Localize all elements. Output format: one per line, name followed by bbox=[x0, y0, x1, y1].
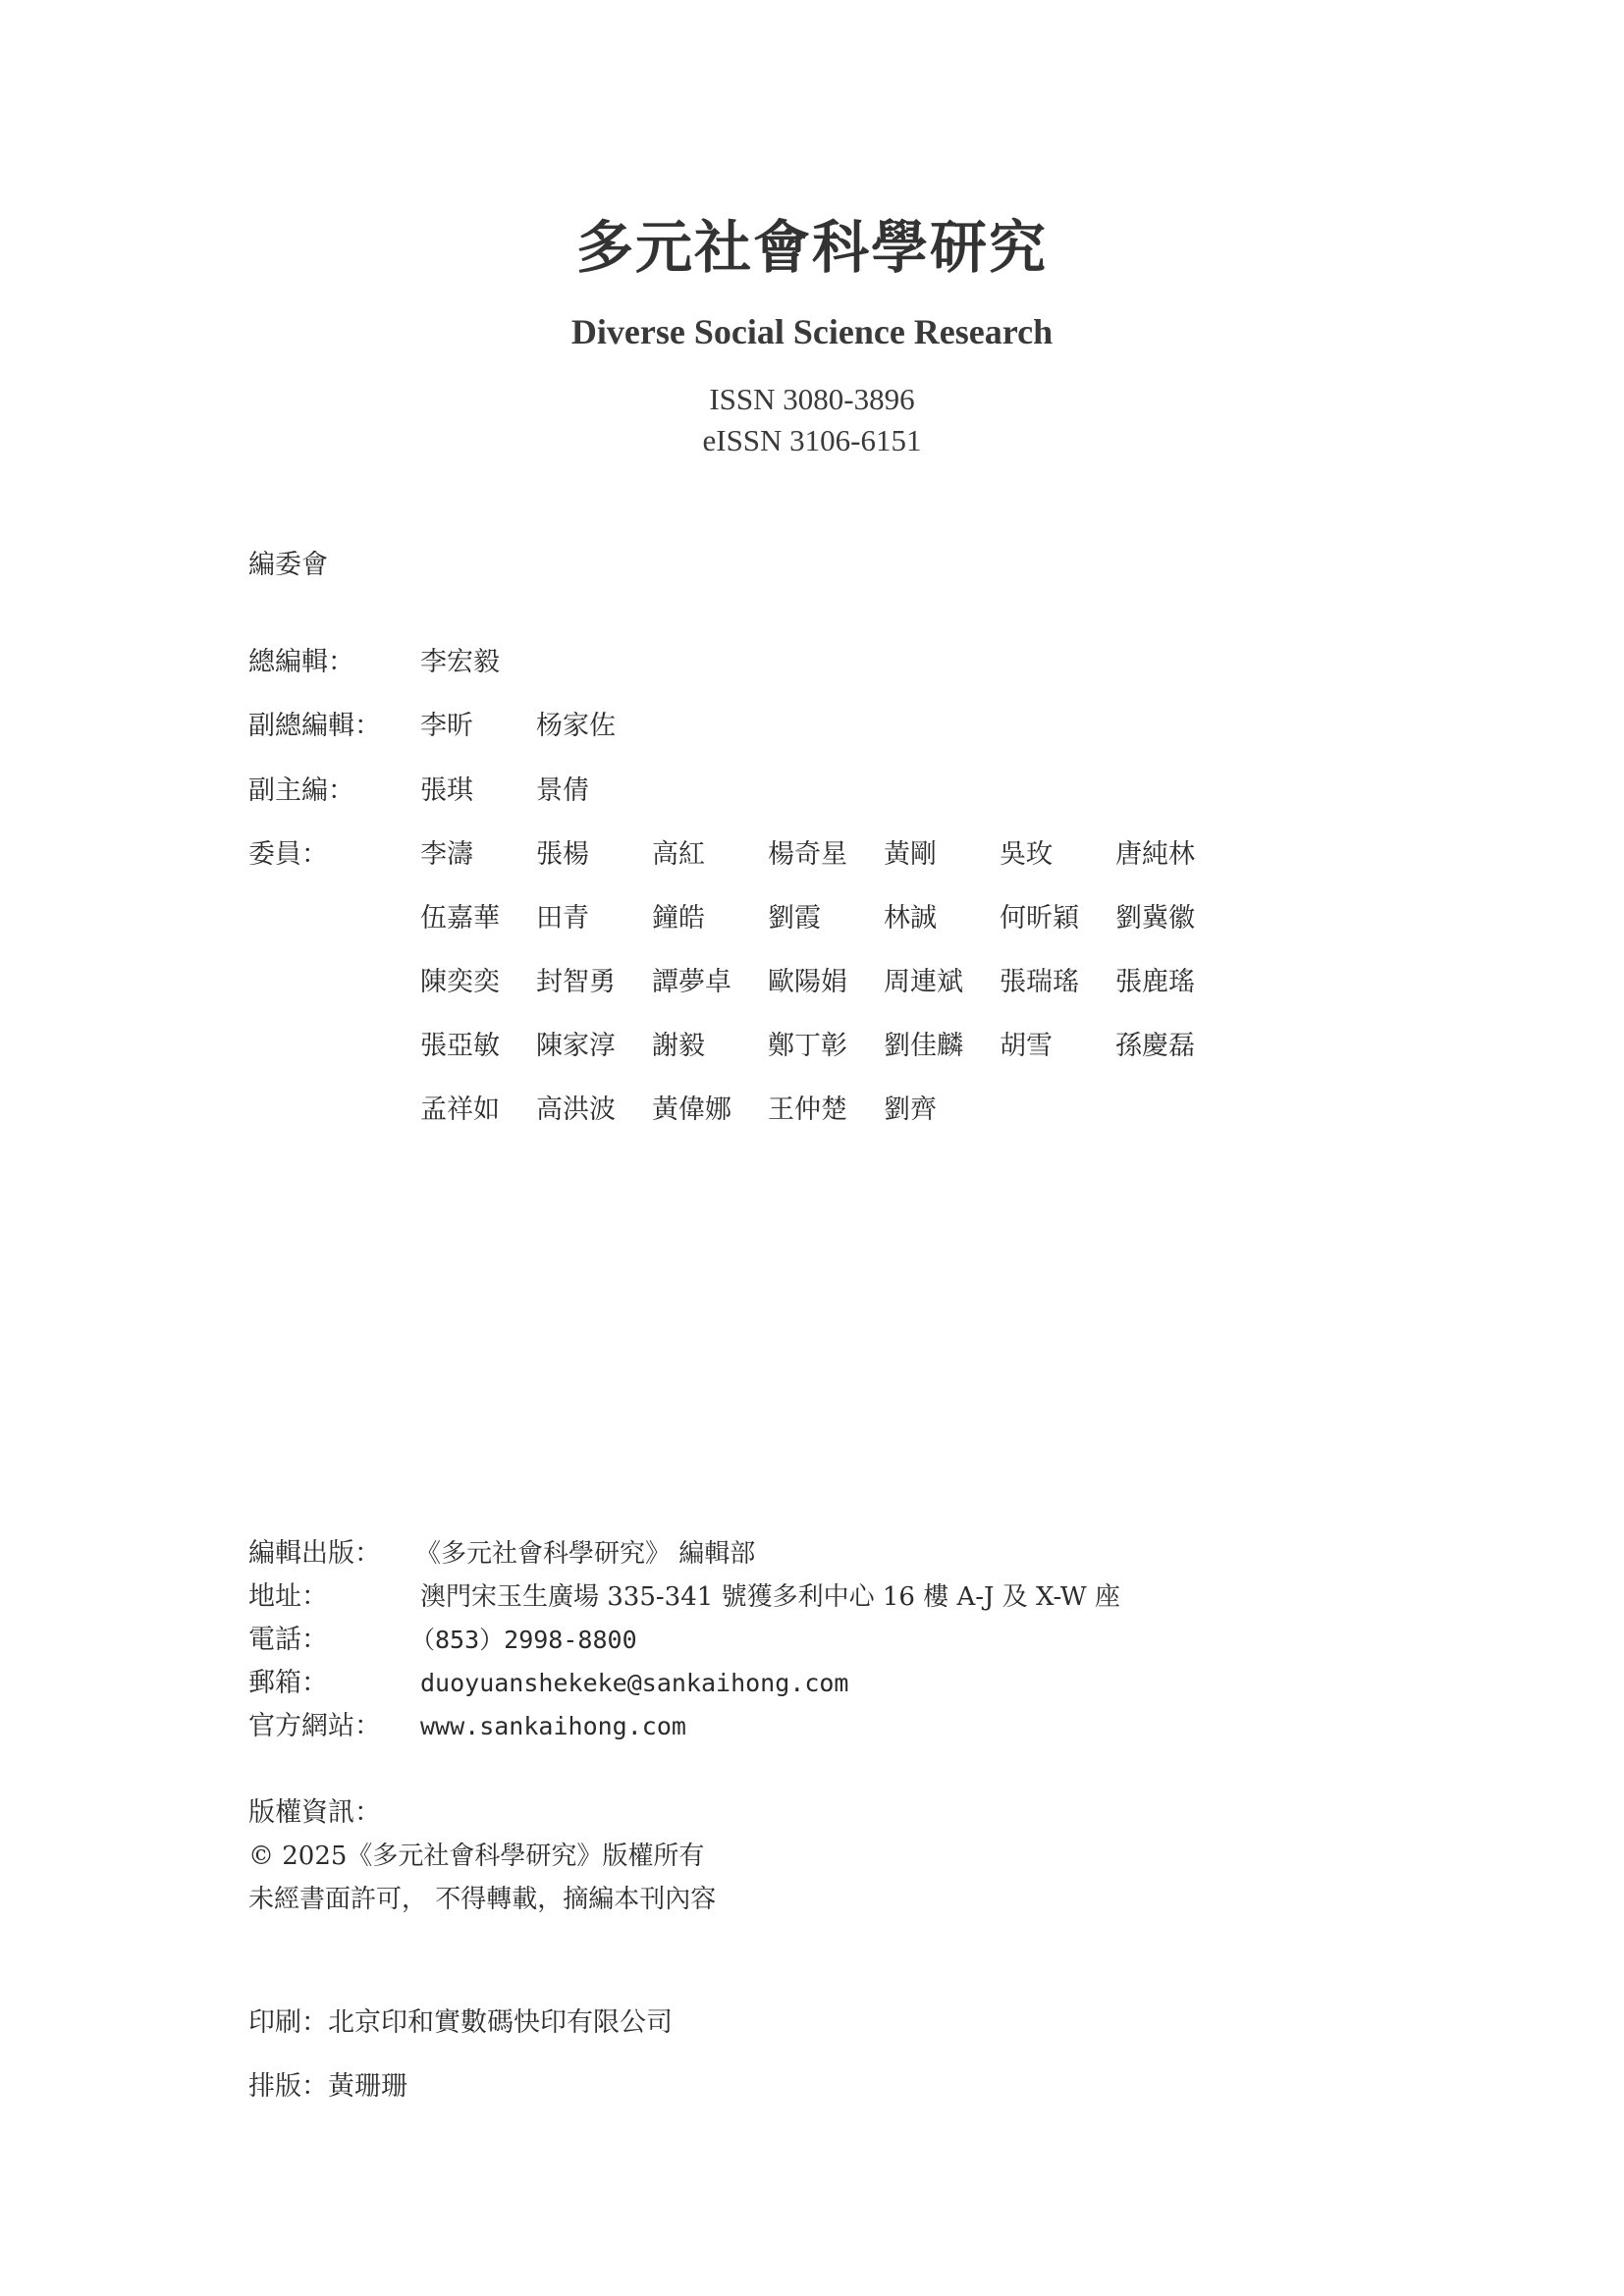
role-label: 總編輯： bbox=[248, 647, 354, 677]
board-heading: 編委會 bbox=[248, 550, 328, 580]
address-label: 地址： bbox=[248, 1581, 328, 1612]
board-member-name: 田青 bbox=[536, 903, 589, 934]
address-value: 澳門宋玉生廣場 335-341 號獲多利中心 16 樓 A-J 及 X-W 座 bbox=[420, 1582, 1120, 1612]
website-value: www.sankaihong.com bbox=[420, 1712, 686, 1740]
board-member-name: 張瑞瑤 bbox=[1000, 967, 1079, 997]
board-member-name: 林誠 bbox=[884, 903, 937, 934]
email-label: 郵箱： bbox=[248, 1668, 328, 1698]
board-member-name: 李濤 bbox=[420, 839, 473, 870]
board-member-name: 張楊 bbox=[536, 839, 589, 870]
email-value: duoyuanshekeke@sankaihong.com bbox=[420, 1669, 849, 1697]
board-member-name: 杨家佐 bbox=[536, 711, 616, 741]
board-member-name: 劉冀徽 bbox=[1115, 903, 1195, 934]
publisher-value: 《多元社會科學研究》 編輯部 bbox=[415, 1539, 756, 1569]
publisher-label: 編輯出版： bbox=[248, 1538, 381, 1569]
reprint-notice: 未經書面許可， 不得轉載，摘編本刊內容 bbox=[248, 1885, 717, 1914]
board-member-name: 劉佳麟 bbox=[884, 1031, 963, 1061]
board-member-name: 封智勇 bbox=[536, 967, 616, 997]
board-member-name: 李宏毅 bbox=[420, 647, 500, 677]
board-member-name: 張琪 bbox=[420, 775, 473, 806]
phone-label: 電話： bbox=[248, 1625, 328, 1655]
printing-credit: 印刷：北京印和實數碼快印有限公司 bbox=[248, 2007, 673, 2038]
typesetting-credit: 排版：黃珊珊 bbox=[248, 2071, 407, 2102]
board-member-name: 鄭丁彰 bbox=[768, 1031, 847, 1061]
board-member-name: 高紅 bbox=[652, 839, 705, 870]
role-label: 副主編： bbox=[248, 775, 354, 806]
board-member-name: 孫慶磊 bbox=[1115, 1031, 1195, 1061]
board-member-name: 何昕穎 bbox=[1000, 903, 1079, 934]
board-member-name: 陳家淳 bbox=[536, 1031, 616, 1061]
copyright-notice: © 2025《多元社會科學研究》版權所有 bbox=[248, 1842, 705, 1871]
issn: ISSN 3080-3896 bbox=[709, 382, 915, 416]
board-member-name: 黃偉娜 bbox=[652, 1095, 731, 1125]
board-member-name: 歐陽娟 bbox=[768, 967, 847, 997]
journal-title-chinese: 多元社會科學研究 bbox=[575, 214, 1048, 281]
board-member-name: 劉霞 bbox=[768, 903, 821, 934]
board-member-name: 張鹿瑤 bbox=[1115, 967, 1195, 997]
journal-title-english: Diverse Social Science Research bbox=[570, 312, 1054, 351]
board-member-name: 唐純林 bbox=[1115, 839, 1195, 870]
phone-value: （853）2998-8800 bbox=[410, 1626, 637, 1654]
board-member-name: 李昕 bbox=[420, 711, 473, 741]
board-member-name: 高洪波 bbox=[536, 1095, 616, 1125]
board-member-name: 伍嘉華 bbox=[420, 903, 500, 934]
copyright-heading: 版權資訊： bbox=[248, 1797, 381, 1828]
website-label: 官方網站： bbox=[248, 1711, 381, 1741]
board-member-name: 鐘皓 bbox=[652, 903, 705, 934]
board-member-name: 景倩 bbox=[536, 775, 589, 806]
role-label: 副總編輯： bbox=[248, 711, 381, 741]
board-member-name: 吳玫 bbox=[1000, 839, 1053, 870]
board-member-name: 黃剛 bbox=[884, 839, 937, 870]
eissn: eISSN 3106-6151 bbox=[702, 423, 922, 457]
role-label: 委員： bbox=[248, 839, 328, 870]
board-member-name: 胡雪 bbox=[1000, 1031, 1053, 1061]
board-member-name: 謝毅 bbox=[652, 1031, 705, 1061]
board-member-name: 張亞敏 bbox=[420, 1031, 500, 1061]
board-member-name: 楊奇星 bbox=[768, 839, 847, 870]
board-member-name: 周連斌 bbox=[884, 967, 963, 997]
board-member-name: 孟祥如 bbox=[420, 1095, 500, 1125]
board-member-name: 王仲楚 bbox=[768, 1095, 847, 1125]
board-member-name: 陳奕奕 bbox=[420, 967, 500, 997]
board-member-name: 譚夢卓 bbox=[652, 967, 731, 997]
board-member-name: 劉齊 bbox=[884, 1095, 937, 1125]
